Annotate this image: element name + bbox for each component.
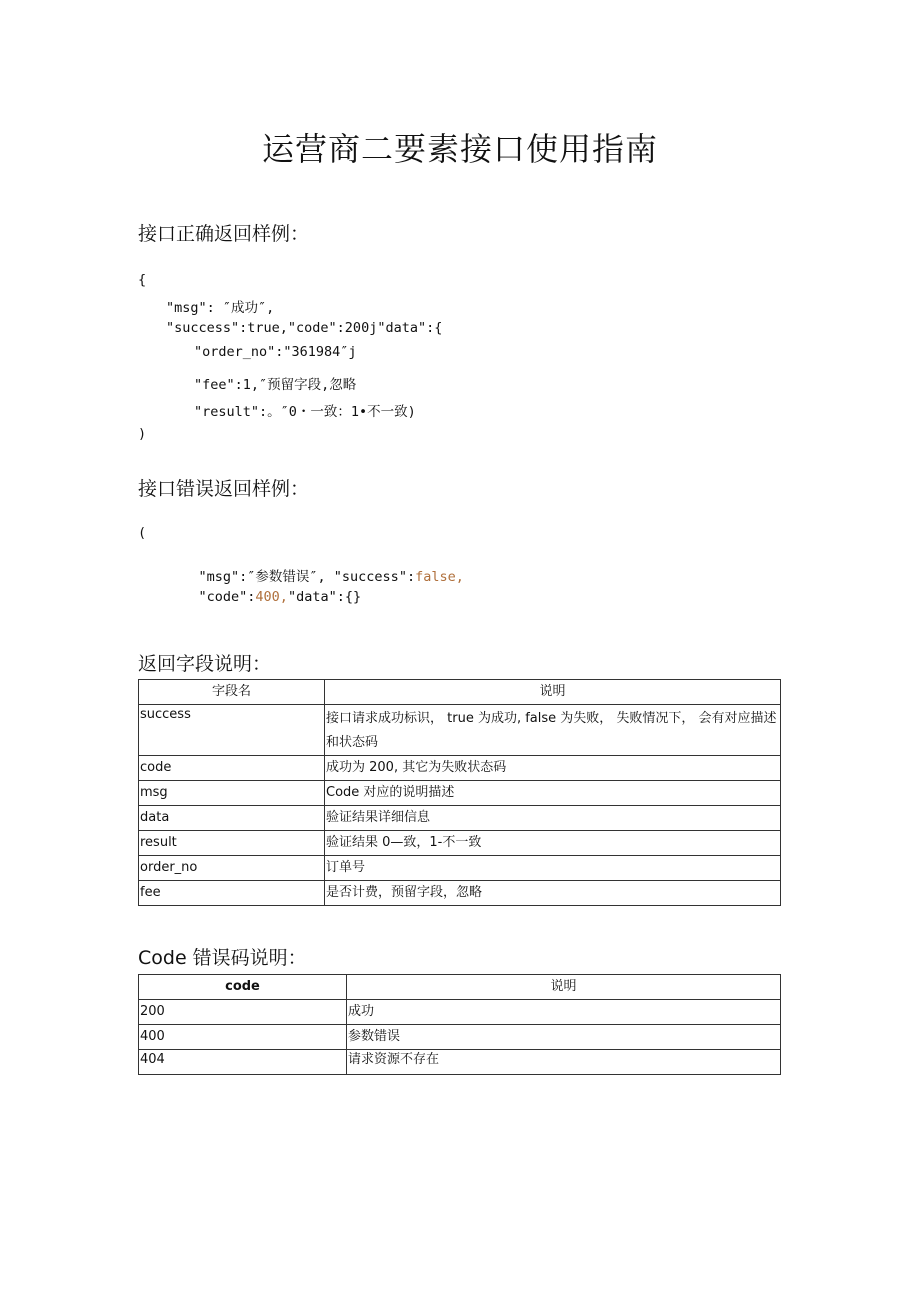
code-cell: 200 [139, 1000, 347, 1025]
code-line: ) [138, 426, 147, 442]
field-name-cell: result [139, 831, 325, 856]
heading-success-example: 接口正确返回样例： [138, 223, 310, 245]
table-row [139, 881, 781, 906]
code-desc-cell: 请求资源不存在 [347, 1050, 781, 1075]
field-name-cell: msg [139, 781, 325, 806]
field-desc-cell: 接口请求成功标识， true 为成功, false 为失败， 失败情况下， 会有对应描述和状态码 [325, 705, 781, 756]
column-header: code [139, 975, 347, 1000]
code-line: "success":true,"code":200j"data":{ [166, 320, 443, 336]
field-desc-cell: 验证结果详细信息 [325, 806, 781, 831]
code-token: "msg":″参数错误″, "success": [198, 569, 416, 585]
field-desc-cell: 订单号 [325, 856, 781, 881]
column-header: 说明 [347, 975, 781, 1000]
table-row [139, 856, 781, 881]
code-line: "result":。″0・一致：1•不一致) [194, 404, 416, 420]
field-name-cell: code [139, 756, 325, 781]
field-name-cell: fee [139, 881, 325, 906]
table-row [139, 705, 781, 756]
codes-table [138, 974, 781, 1075]
column-header: 说明 [325, 680, 781, 705]
field-name-cell: success [139, 705, 325, 756]
table-header-row [139, 680, 781, 705]
code-line: "order_no":"361984″j [194, 344, 357, 360]
heading-error-codes: Code 错误码说明： [138, 947, 307, 969]
code-desc-cell: 成功 [347, 1000, 781, 1025]
code-token: 400, [255, 589, 288, 605]
code-line: "msg": ″成功″, [166, 300, 275, 316]
table-row [139, 781, 781, 806]
code-line: ( [138, 525, 147, 541]
field-name-cell: data [139, 806, 325, 831]
field-name-cell: order_no [139, 856, 325, 881]
code-line [166, 573, 361, 621]
table-row [139, 806, 781, 831]
table-row [139, 1000, 781, 1025]
code-token: false, [415, 569, 464, 585]
code-cell: 400 [139, 1025, 347, 1050]
code-desc-cell: 参数错误 [347, 1025, 781, 1050]
table-row [139, 831, 781, 856]
table-header-row [139, 975, 781, 1000]
table-row [139, 1025, 781, 1050]
field-desc-cell: 成功为 200, 其它为失败状态码 [325, 756, 781, 781]
code-token: "code": [198, 589, 256, 605]
code-cell: 404 [139, 1050, 347, 1075]
page-title: 运营商二要素接口使用指南 [261, 130, 658, 168]
table-row [139, 756, 781, 781]
code-line: "fee":1,″预留字段,忽略 [194, 377, 357, 393]
field-desc-cell: Code 对应的说明描述 [325, 781, 781, 806]
heading-return-fields: 返回字段说明： [138, 653, 272, 675]
heading-error-example: 接口错误返回样例： [138, 478, 310, 500]
column-header: 字段名 [139, 680, 325, 705]
code-token: "data":{} [287, 589, 362, 605]
field-desc-cell: 验证结果 0—致，1-不一致 [325, 831, 781, 856]
fields-table [138, 679, 781, 906]
field-desc-cell: 是否计费，预留字段，忽略 [325, 881, 781, 906]
table-row [139, 1050, 781, 1075]
code-line: { [138, 272, 147, 288]
